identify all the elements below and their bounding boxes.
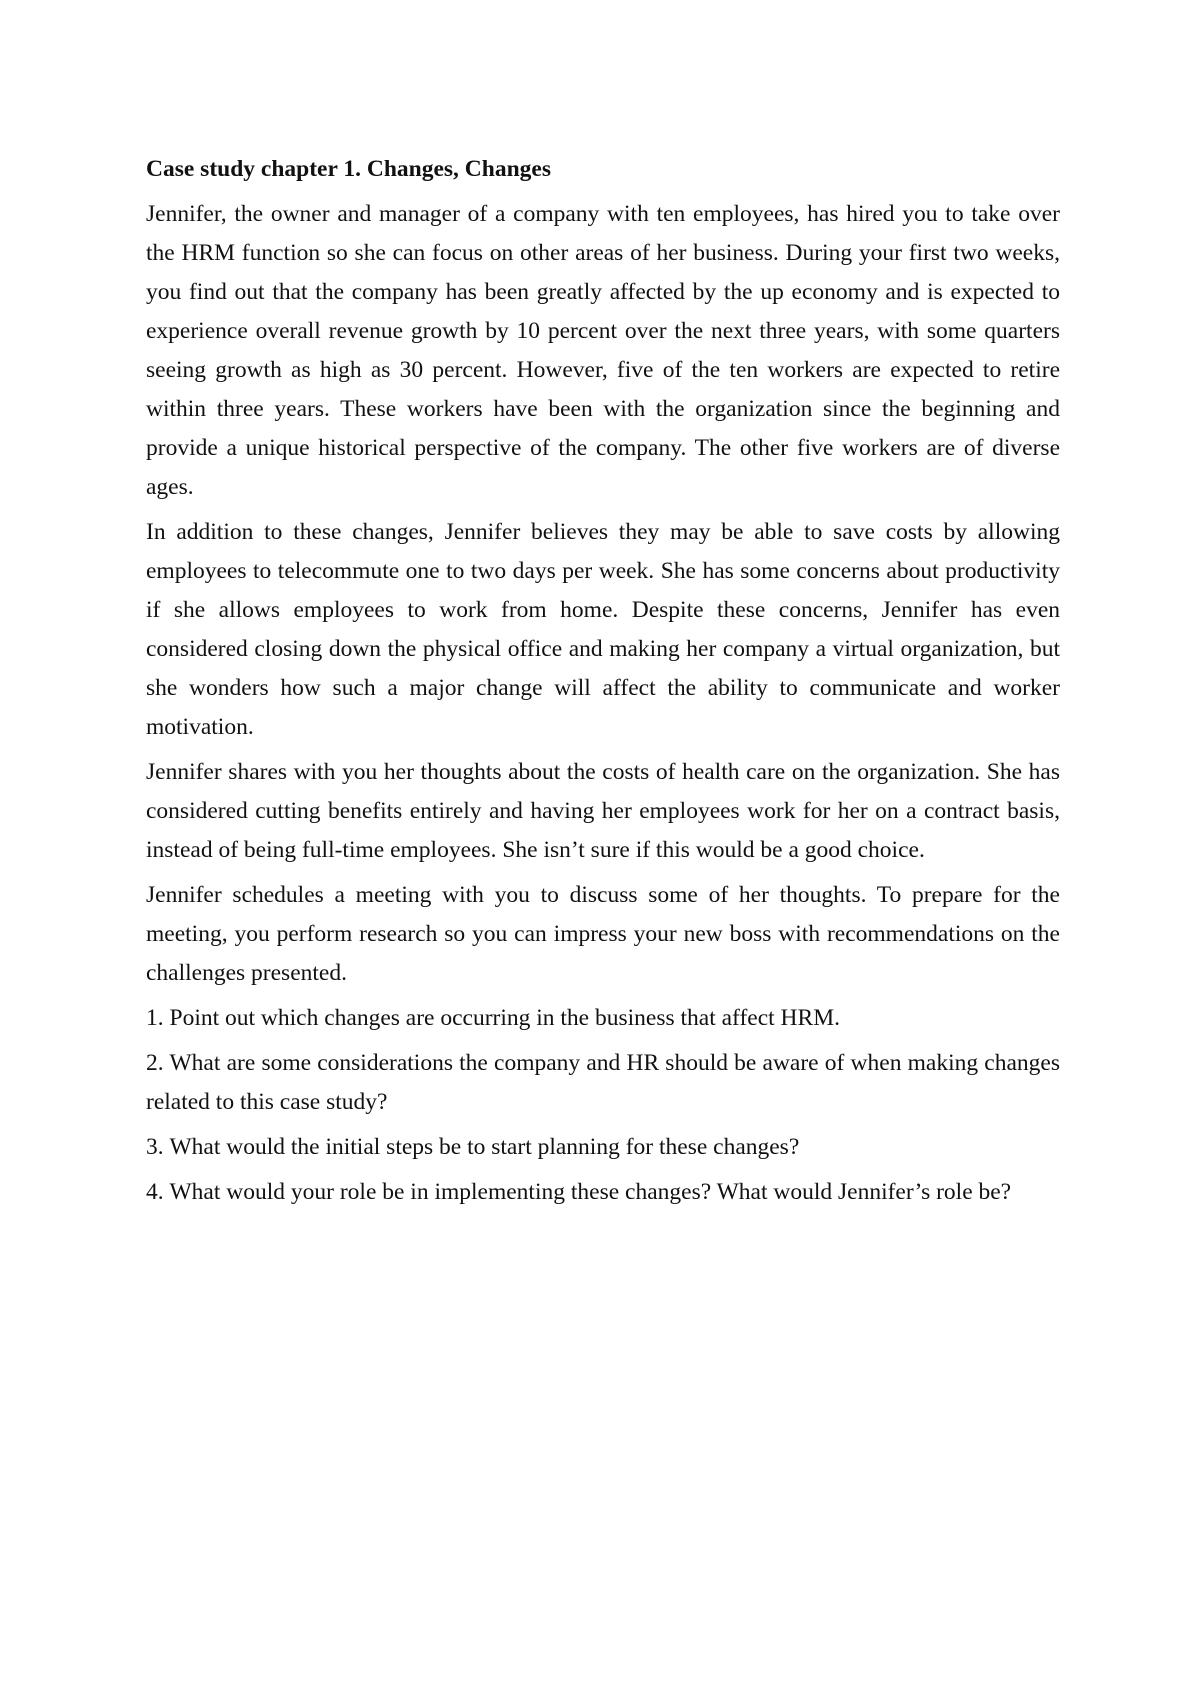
case-study-title: Case study chapter 1. Changes, Changes (146, 156, 551, 182)
document-page (146, 150, 1060, 1218)
question-text: What would your role be in implementing these changes? What would Jennifer’s role be? (169, 1179, 1012, 1205)
question-number: 4. (146, 1179, 164, 1205)
paragraph-background: Jennifer, the owner and manager of a company with ten employees, has hired you to take over the HRM function so she can focus on other areas of her business. During your first two weeks, you find out that the company has been greatly affected by the up economy and is expected to experience overall revenue growth by 10 percent over the next three years, with some quarters seeing growth as high as 30 percent. However, five of the ten workers are expected to retire within three years. These workers have been with the organization since the beginning and provide a unique historical perspective of the company. The other five workers are of diverse ages. (146, 201, 1060, 500)
paragraph-telecommute: In addition to these changes, Jennifer believes they may be able to save costs by allowing employees to telecommute one to two days per week. She has some concerns about productivity if she allows employees to work from home. Despite these concerns, Jennifer has even considered closing down the physical office and making her company a virtual organization, but she wonders how such a major change will affect the ability to communicate and worker motivation. (146, 519, 1060, 740)
question-number: 3. (146, 1134, 164, 1160)
question-item (146, 999, 1060, 1038)
question-number: 2. (146, 1050, 164, 1076)
question-item (146, 1044, 1060, 1122)
question-item (146, 1128, 1060, 1167)
paragraph-meeting: Jennifer schedules a meeting with you to discuss some of her thoughts. To prepare for the meeting, you perform research so you can impress your new boss with recommendations on the challenges presented. (146, 882, 1060, 986)
question-text: What are some considerations the company and HR should be aware of when making changes related to this case study? (146, 1050, 1060, 1115)
question-item (146, 1173, 1060, 1212)
question-text: What would the initial steps be to start planning for these changes? (169, 1134, 800, 1160)
question-text: Point out which changes are occurring in the business that affect HRM. (169, 1005, 840, 1031)
paragraph-health-care: Jennifer shares with you her thoughts about the costs of health care on the organization. She has considered cutting benefits entirely and having her employees work for her on a contract basis, instead of being full-time employees. She isn’t sure if this would be a good choice. (146, 759, 1060, 863)
question-number: 1. (146, 1005, 164, 1031)
